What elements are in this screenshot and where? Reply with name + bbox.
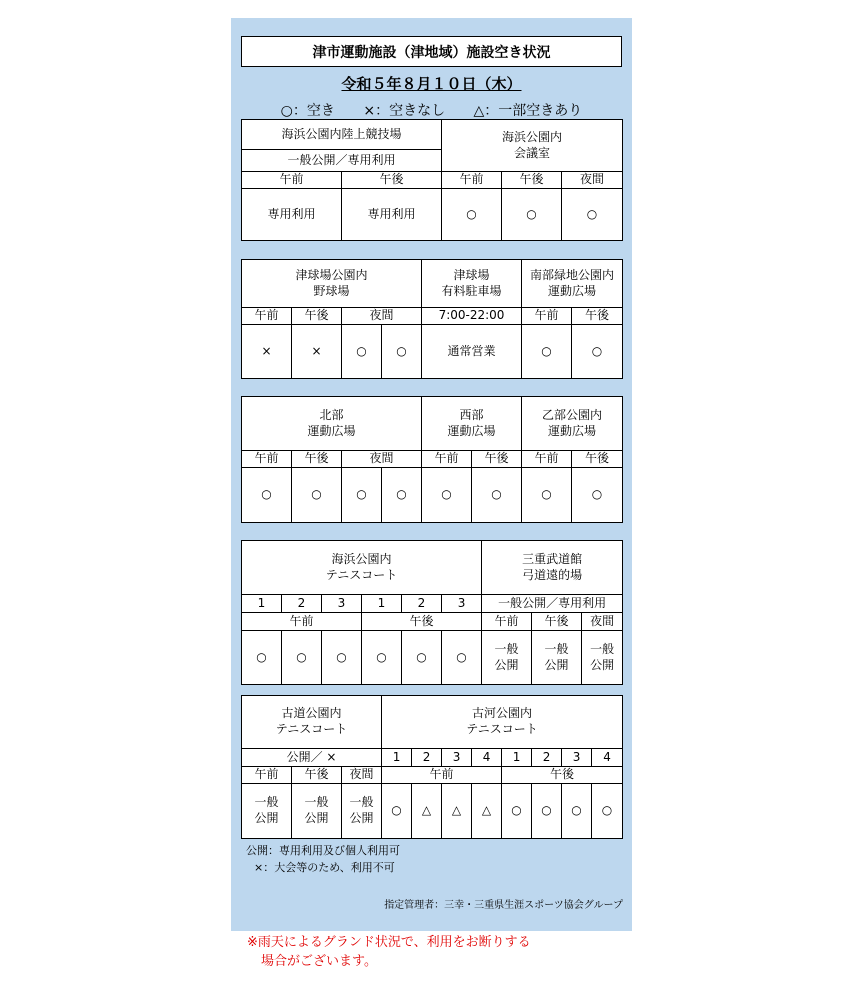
table-section-5 xyxy=(241,695,623,839)
venue-header: 三重武道館 弓道遠的場 xyxy=(482,541,623,595)
venue-header: 西部 運動広場 xyxy=(422,397,522,451)
court-number: 1 xyxy=(362,595,402,613)
rain-warning-line-1: ※雨天によるグランド状況で、利用をお断りする xyxy=(247,935,531,950)
status-cell: △ xyxy=(472,784,502,839)
status-cell: 専用利用 xyxy=(242,188,342,240)
status-cell: ○ xyxy=(382,324,422,378)
status-cell: ○ xyxy=(282,631,322,685)
date-heading: 令和５年８月１０日（木） xyxy=(341,75,522,93)
venue-header: 古河公園内 テニスコート xyxy=(382,696,623,749)
slot-label: 午前 xyxy=(242,613,362,631)
status-cell: ○ xyxy=(572,324,623,378)
status-cell: ○ xyxy=(562,784,592,839)
page-title: 津市運動施設（津地域）施設空き状況 xyxy=(241,36,622,67)
venue-header: 海浜公園内陸上競技場 xyxy=(242,120,442,150)
legend-partial: △：一部空きあり xyxy=(473,103,583,119)
slot-label: 午前 xyxy=(242,451,292,468)
status-cell: ○ xyxy=(442,188,502,240)
rain-warning-line-2: 場合がございます。 xyxy=(261,954,377,969)
slot-label: 夜間 xyxy=(342,767,382,784)
slot-label: 夜間 xyxy=(342,451,422,468)
status-cell: ○ xyxy=(242,631,282,685)
venue-sub-header: 一般公開／専用利用 xyxy=(482,595,623,613)
status-cell: ○ xyxy=(502,784,532,839)
slot-label: 午後 xyxy=(572,451,623,468)
status-cell: △ xyxy=(442,784,472,839)
status-cell: ○ xyxy=(502,188,562,240)
slot-label: 午前 xyxy=(422,451,472,468)
court-number: 1 xyxy=(242,595,282,613)
venue-header: 海浜公園内 会議室 xyxy=(442,120,623,172)
court-number: 3 xyxy=(322,595,362,613)
table-section-4 xyxy=(241,540,623,685)
venue-header: 北部 運動広場 xyxy=(242,397,422,451)
status-cell: ○ xyxy=(522,467,572,522)
status-cell: 専用利用 xyxy=(342,188,442,240)
venue-header: 古道公園内 テニスコート xyxy=(242,696,382,749)
slot-label: 午前 xyxy=(522,451,572,468)
status-cell: 一般 公開 xyxy=(532,631,582,685)
court-number: 3 xyxy=(442,749,472,767)
court-number: 1 xyxy=(502,749,532,767)
rain-warning xyxy=(247,933,531,971)
status-cell: 一般 公開 xyxy=(342,784,382,839)
status-cell: ○ xyxy=(382,784,412,839)
status-cell: ○ xyxy=(562,188,623,240)
slot-label: 午前 xyxy=(522,308,572,325)
slot-label: 午後 xyxy=(292,451,342,468)
slot-label: 夜間 xyxy=(582,613,623,631)
venue-header: 津球場 有料駐車場 xyxy=(422,260,522,308)
status-cell: ○ xyxy=(472,467,522,522)
legend-full: ×：空きなし xyxy=(363,103,446,119)
court-number: 2 xyxy=(532,749,562,767)
status-cell: × xyxy=(242,324,292,378)
slot-label: 午前 xyxy=(382,767,502,784)
slot-label: 午前 xyxy=(242,767,292,784)
slot-label: 午後 xyxy=(572,308,623,325)
notes xyxy=(246,842,400,876)
manager-credit: 指定管理者：三幸・三重県生涯スポーツ協会グループ xyxy=(384,900,623,911)
slot-label: 午後 xyxy=(292,767,342,784)
venue-header: 南部緑地公園内 運動広場 xyxy=(522,260,623,308)
slot-label: 午後 xyxy=(362,613,482,631)
slot-label: 午後 xyxy=(472,451,522,468)
status-cell: 一般 公開 xyxy=(242,784,292,839)
slot-label: 7:00-22:00 xyxy=(422,308,522,325)
status-cell: ○ xyxy=(362,631,402,685)
table-section-1 xyxy=(241,119,623,241)
court-number: 1 xyxy=(382,749,412,767)
status-cell: 通常営業 xyxy=(422,324,522,378)
slot-label: 午後 xyxy=(342,172,442,189)
status-cell: 一般 公開 xyxy=(582,631,623,685)
slot-label: 夜間 xyxy=(562,172,623,189)
venue-header: 海浜公園内 テニスコート xyxy=(242,541,482,595)
status-cell: ○ xyxy=(422,467,472,522)
slot-label: 午後 xyxy=(292,308,342,325)
court-number: 2 xyxy=(412,749,442,767)
slot-label: 午後 xyxy=(502,767,623,784)
status-cell: 一般 公開 xyxy=(292,784,342,839)
status-cell: ○ xyxy=(242,467,292,522)
legend-available: ○：空き xyxy=(280,103,335,119)
venue-sub-header: 一般公開／専用利用 xyxy=(242,150,442,172)
legend xyxy=(231,100,632,120)
venue-header: 乙部公園内 運動広場 xyxy=(522,397,623,451)
status-cell: ○ xyxy=(292,467,342,522)
slot-label: 午後 xyxy=(532,613,582,631)
status-cell: ○ xyxy=(382,467,422,522)
status-cell: ○ xyxy=(402,631,442,685)
slot-label: 午前 xyxy=(442,172,502,189)
status-cell: △ xyxy=(412,784,442,839)
slot-label: 午後 xyxy=(502,172,562,189)
table-section-3 xyxy=(241,396,623,523)
court-number: 3 xyxy=(562,749,592,767)
status-cell: ○ xyxy=(592,784,623,839)
status-cell: × xyxy=(292,324,342,378)
slot-label: 夜間 xyxy=(342,308,422,325)
status-cell: ○ xyxy=(572,467,623,522)
table-section-2 xyxy=(241,259,623,379)
note-public: 公開：専用利用及び個人利用可 xyxy=(246,844,400,857)
status-cell: ○ xyxy=(342,324,382,378)
slot-label: 午前 xyxy=(242,172,342,189)
status-cell: ○ xyxy=(522,324,572,378)
slot-label: 午前 xyxy=(242,308,292,325)
venue-header: 津球場公園内 野球場 xyxy=(242,260,422,308)
slot-label: 午前 xyxy=(482,613,532,631)
note-unavailable: ×：大会等のため、利用不可 xyxy=(254,861,395,874)
court-number: 4 xyxy=(472,749,502,767)
court-number: 2 xyxy=(282,595,322,613)
court-number: 2 xyxy=(402,595,442,613)
venue-sub-header: 公開／ × xyxy=(242,749,382,767)
status-cell: ○ xyxy=(532,784,562,839)
court-number: 3 xyxy=(442,595,482,613)
court-number: 4 xyxy=(592,749,623,767)
status-cell: ○ xyxy=(442,631,482,685)
status-cell: ○ xyxy=(342,467,382,522)
status-cell: ○ xyxy=(322,631,362,685)
status-cell: 一般 公開 xyxy=(482,631,532,685)
